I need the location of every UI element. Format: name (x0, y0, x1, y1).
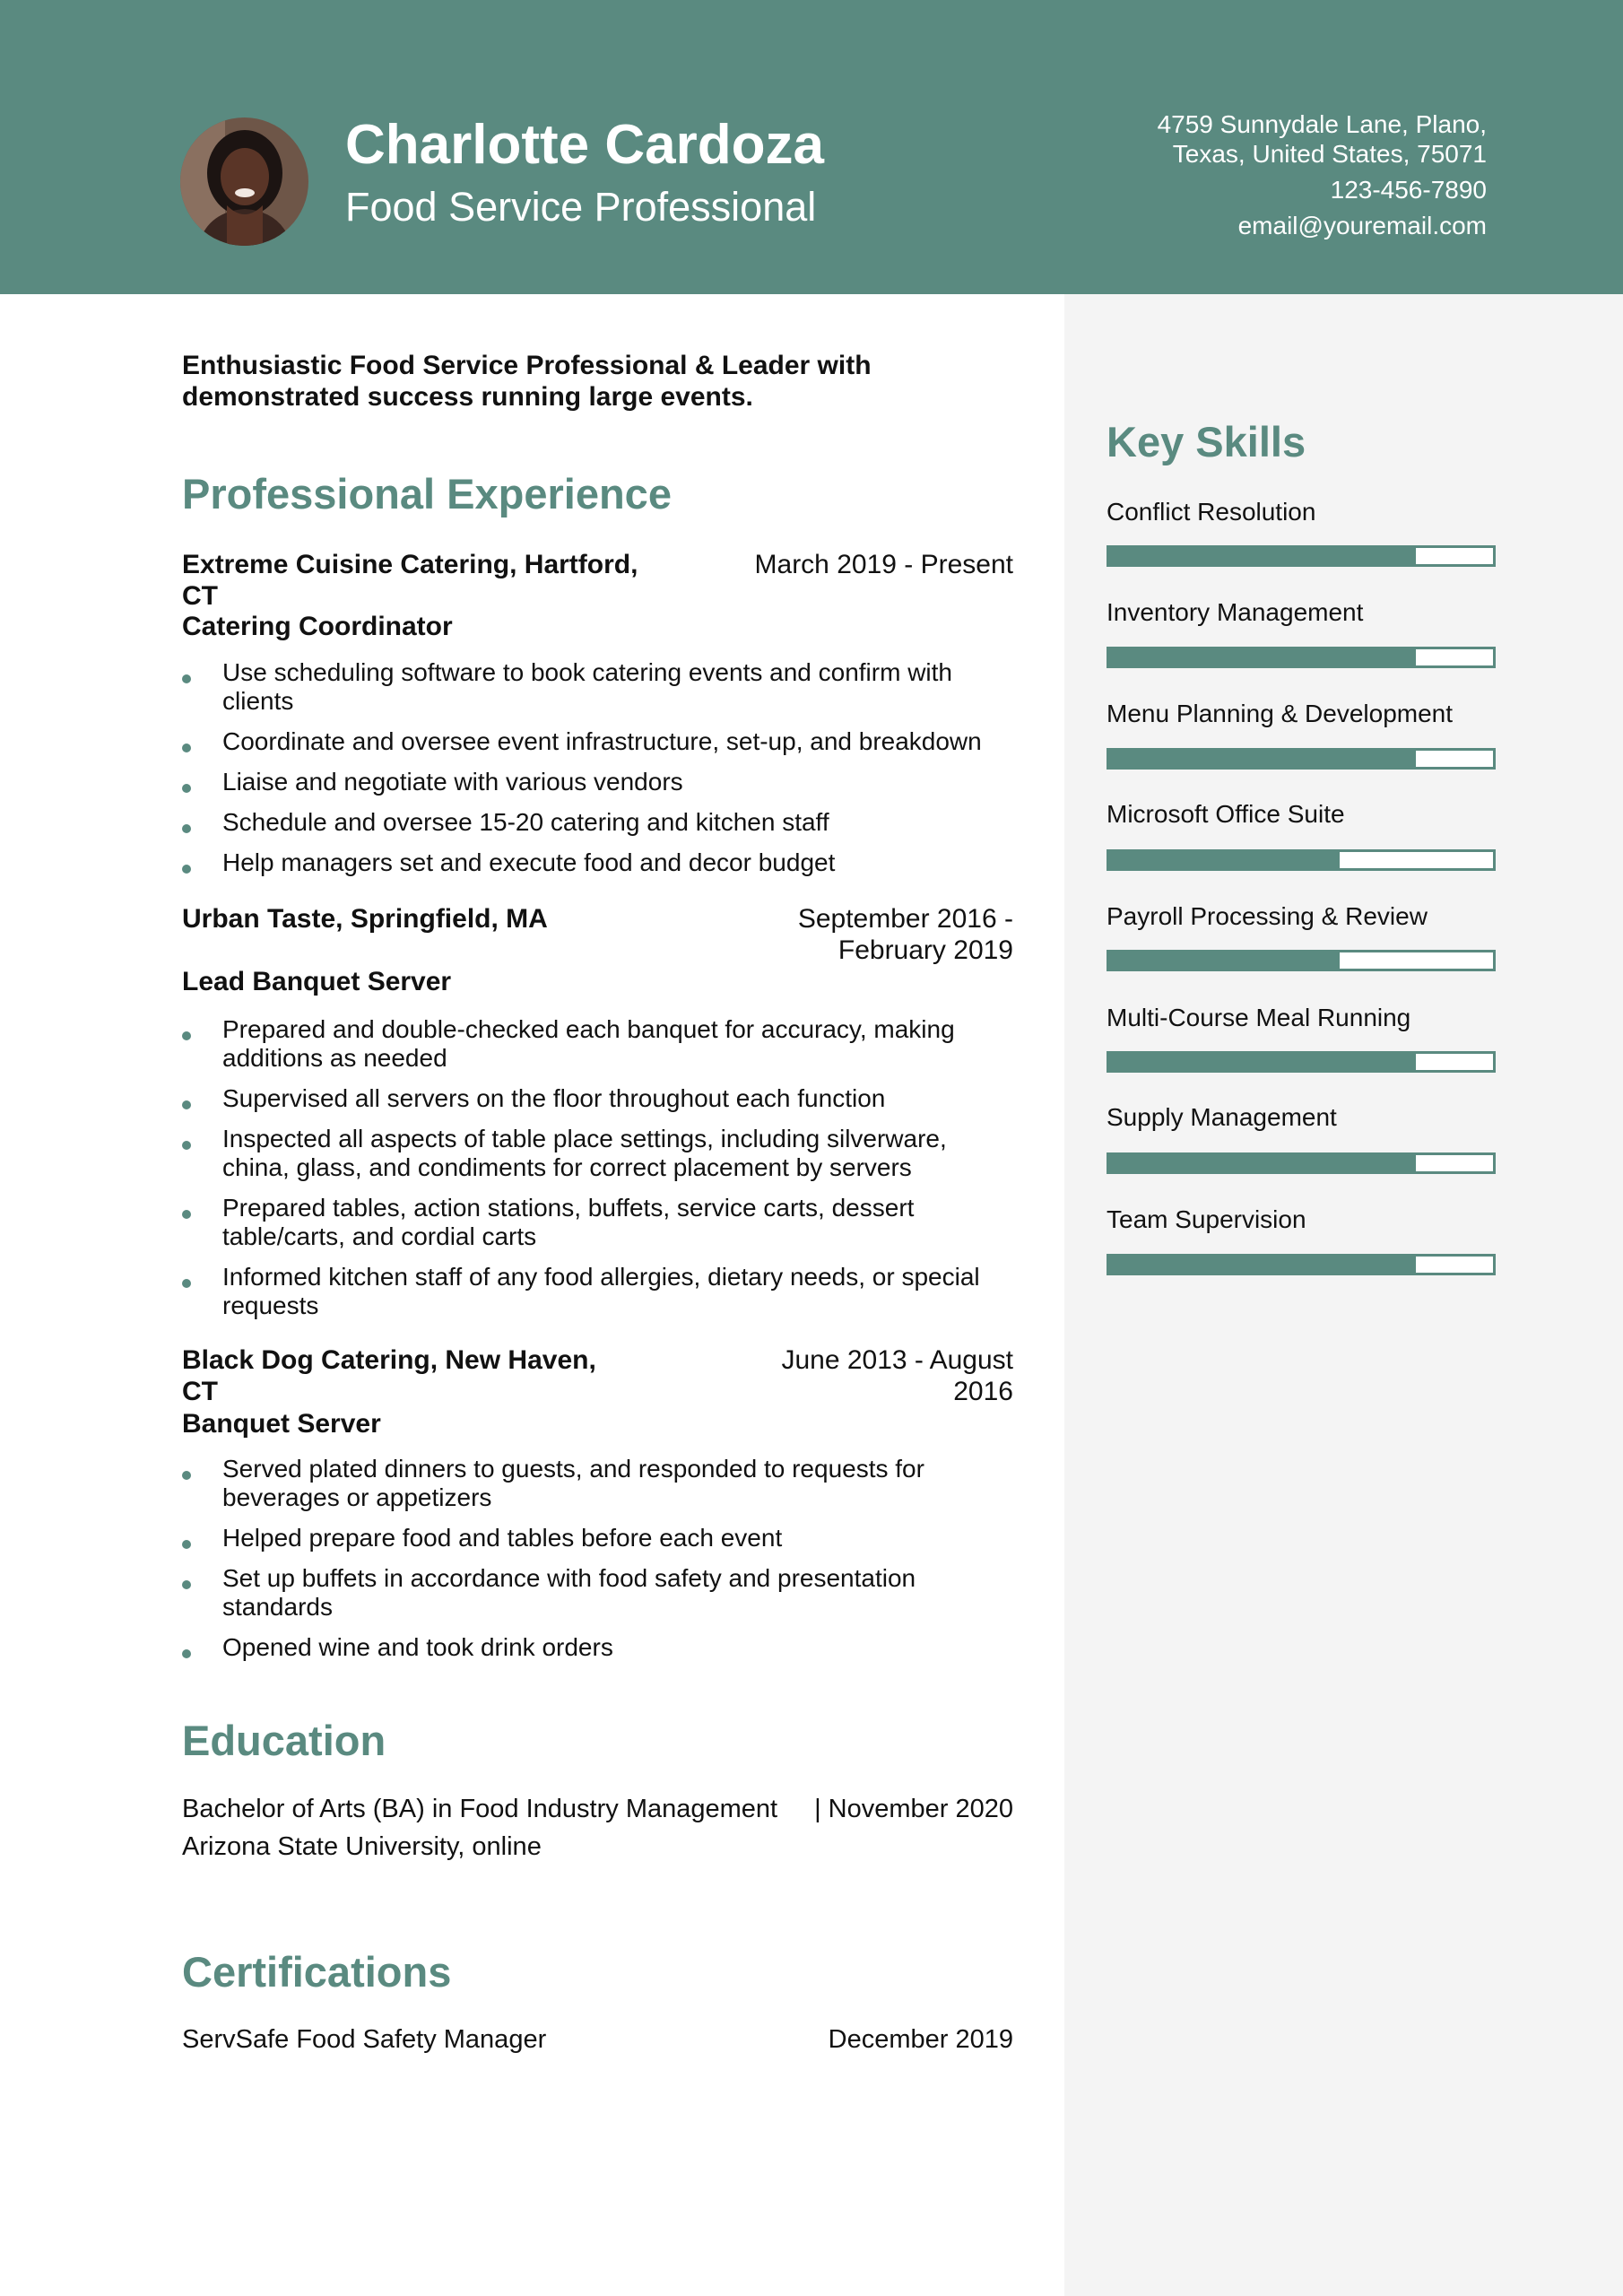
job-bullets (182, 658, 1016, 889)
skill-name: Conflict Resolution (1107, 498, 1316, 526)
job-company: Black Dog Catering, New Haven, CT (182, 1345, 596, 1406)
bullet-dot-icon (182, 865, 191, 874)
job-title: Lead Banquet Server (182, 967, 452, 996)
list-item: Supervised all servers on the floor throughout each function (182, 1084, 1016, 1113)
education-degree: Bachelor of Arts (BA) in Food Industry Management (182, 1795, 778, 1823)
address-line-2: Texas, United States, 75071 (1172, 140, 1487, 168)
certification-name: ServSafe Food Safety Manager (182, 2025, 547, 2054)
skill-level-bar (1107, 545, 1496, 567)
education-school: Arizona State University, online (182, 1832, 542, 1861)
bullet-dot-icon (182, 1210, 191, 1219)
skill-name: Multi-Course Meal Running (1107, 1004, 1411, 1031)
candidate-role: Food Service Professional (345, 184, 817, 230)
sidebar-panel (1064, 294, 1623, 2296)
bullet-dot-icon (182, 674, 191, 683)
skill-level-fill (1109, 952, 1340, 969)
bullet-dot-icon (182, 1580, 191, 1589)
bullet-dot-icon (182, 784, 191, 793)
skill-level-bar (1107, 1051, 1496, 1073)
skills-heading: Key Skills (1107, 418, 1306, 465)
list-item: Schedule and oversee 15-20 catering and kitchen staff (182, 808, 1016, 837)
list-item: Opened wine and took drink orders (182, 1633, 1016, 1662)
job-dates: March 2019 - Present (754, 550, 1013, 579)
job-company: Extreme Cuisine Catering, Hartford, CT (182, 550, 638, 611)
skill-name: Payroll Processing & Review (1107, 902, 1428, 930)
bullet-dot-icon (182, 1540, 191, 1549)
bullet-dot-icon (182, 744, 191, 752)
job-company: Urban Taste, Springfield, MA (182, 904, 548, 934)
list-item: Prepared and double-checked each banquet for accuracy, making additions as needed (182, 1015, 1016, 1073)
job-bullets (182, 1015, 1016, 1332)
skill-level-fill (1109, 548, 1416, 564)
skill-name: Menu Planning & Development (1107, 700, 1454, 727)
list-item: Served plated dinners to guests, and responded to requests for beverages or appetizers (182, 1455, 1016, 1512)
bullet-dot-icon (182, 1649, 191, 1658)
job-title: Banquet Server (182, 1409, 381, 1439)
job-dates: September 2016 - February 2019 (797, 904, 1013, 965)
job-dates: June 2013 - August 2016 (781, 1345, 1013, 1406)
phone: 123-456-7890 (1330, 176, 1487, 204)
skill-name: Inventory Management (1107, 598, 1364, 626)
skill-level-bar (1107, 1152, 1496, 1174)
skill-name: Team Supervision (1107, 1205, 1306, 1233)
list-item: Help managers set and execute food and decor budget (182, 848, 1016, 877)
skill-level-bar (1107, 748, 1496, 770)
skill-name: Supply Management (1107, 1103, 1337, 1131)
skill-level-bar (1107, 950, 1496, 971)
address-line-1: 4759 Sunnydale Lane, Plano, (1157, 110, 1487, 138)
job-bullets (182, 1455, 1016, 1674)
summary: Enthusiastic Food Service Professional & Leader with demonstrated success running large events. (182, 351, 872, 412)
skill-level-fill (1109, 751, 1416, 767)
email: email@youremail.com (1237, 212, 1487, 239)
skill-level-bar (1107, 647, 1496, 668)
certifications-heading: Certifications (182, 1948, 452, 1996)
contact-block (1020, 109, 1487, 240)
skill-level-fill (1109, 1155, 1416, 1171)
list-item: Prepared tables, action stations, buffets, service carts, dessert table/carts, and cordial carts (182, 1194, 1016, 1251)
skill-level-fill (1109, 852, 1340, 868)
header-banner (0, 0, 1623, 294)
list-item: Use scheduling software to book catering events and confirm with clients (182, 658, 1016, 716)
education-date: | November 2020 (814, 1795, 1013, 1823)
list-item: Set up buffets in accordance with food safety and presentation standards (182, 1564, 1016, 1622)
bullet-dot-icon (182, 1100, 191, 1109)
bullet-dot-icon (182, 1279, 191, 1288)
skill-level-bar (1107, 849, 1496, 871)
bullet-dot-icon (182, 1031, 191, 1040)
list-item: Inspected all aspects of table place settings, including silverware, china, glass, and condiments for correct placement by servers (182, 1125, 1016, 1182)
certification-date: December 2019 (828, 2025, 1013, 2054)
list-item: Coordinate and oversee event infrastructure, set-up, and breakdown (182, 727, 1016, 756)
skill-name: Microsoft Office Suite (1107, 800, 1345, 828)
education-heading: Education (182, 1717, 386, 1764)
candidate-name: Charlotte Cardoza (345, 114, 824, 176)
bullet-dot-icon (182, 1141, 191, 1150)
avatar-portrait-icon (180, 117, 308, 246)
list-item: Liaise and negotiate with various vendors (182, 768, 1016, 796)
list-item: Helped prepare food and tables before each event (182, 1524, 1016, 1552)
bullet-dot-icon (182, 1471, 191, 1480)
skill-level-bar (1107, 1254, 1496, 1275)
job-title: Catering Coordinator (182, 612, 453, 641)
skill-level-fill (1109, 649, 1416, 665)
skill-level-fill (1109, 1054, 1416, 1070)
list-item: Informed kitchen staff of any food allergies, dietary needs, or special requests (182, 1263, 1016, 1320)
bullet-dot-icon (182, 824, 191, 833)
skill-level-fill (1109, 1257, 1416, 1273)
experience-heading: Professional Experience (182, 470, 672, 517)
profile-photo (180, 117, 308, 246)
